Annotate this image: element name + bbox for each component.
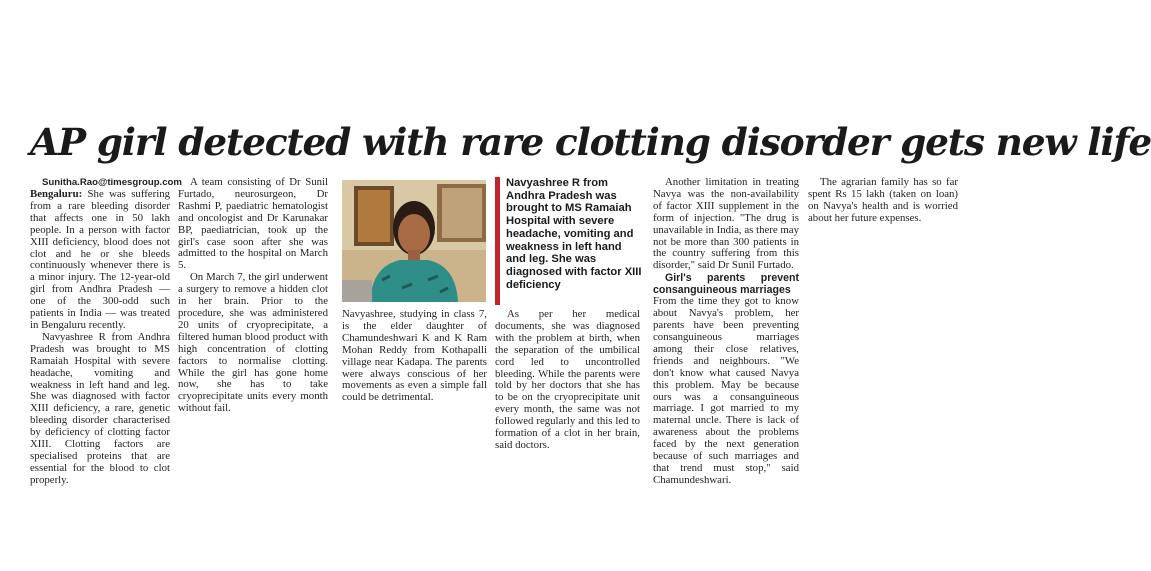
article-column-4 (495, 308, 640, 451)
lead-paragraph (30, 189, 170, 332)
article-column-6 (808, 177, 958, 435)
girl-photo (342, 180, 486, 302)
paragraph: The agrarian family has so far spent Rs 15 lakh (taken on loan) on Navya's health and is worried about her future expenses. (808, 176, 958, 224)
paragraph: Another limitation in treating Navya was the non-availability of factor XIII supplement in the form of injection. "The drug is unavailable in India, as there may not be more than 300 patients in the country suffering from this disorder," said Dr Sunil Furtado. (653, 176, 799, 272)
headline: AP girl detected with rare clotting disorder gets new life (30, 120, 1151, 164)
article-column-5 (653, 176, 799, 486)
paragraph: From the time they got to know about Navya's problem, her parents have been preventing consanguineous marriages among their close relatives, friends and neighbours. "We don't know what caused Navya this problem. May be because ours was a consanguineous marriage. I got married to my maternal uncle. There is lack of awareness about the problems faced by the next generation because of such marriages and that trend must stop," said Chamundeshwari. (653, 295, 799, 486)
paragraph: On March 7, the girl underwent a surgery to remove a hidden clot in her brain. Prior to the procedure, she was administered 20 units of cryoprecipitate, a filtered human blood product with high concentration of clotting factors to normalise clotting. While the girl has gone home now, she has to take cryoprecipitate units every month without fail. (178, 271, 328, 415)
byline: Sunitha.Rao@timesgroup.com (42, 177, 182, 188)
subheading: Girl's parents prevent consanguineous marriages (653, 272, 799, 297)
article-column-3 (342, 309, 487, 435)
dateline: Bengaluru: (30, 188, 83, 200)
paragraph: A team consisting of Dr Sunil Furtado, neurosurgeon, Dr Rashmi P, paediatric hematologist and oncologist and Dr Karunakar BP, paediatrician, took up the girl's case soon after she was admitted to the hospital on March 5. (178, 176, 328, 272)
paragraph: As per her medical documents, she was diagnosed with the problem at birth, when the separation of the umbilical cord led to uncontrolled bleeding. While the parents were told by her doctors that she has to be on the cryoprecipitate unit every month, the same was not followed regularly and this led to formation of a clot in her brain, said doctors. (495, 308, 640, 451)
paragraph: Navyashree, studying in class 7, is the elder daughter of Chamundeshwari K and K Ram Mohan Reddy from Kothapalli village near Kadapa. The parents were always conscious of her movements as even a simple fall could be detrimental. (342, 308, 487, 404)
article-column-2 (178, 177, 328, 435)
pull-quote: Navyashree R from Andhra Pradesh was brought to MS Ramaiah Hospital with severe headache, vomiting and weakness in left hand and leg. She was diagnosed with factor XIII deficiency (495, 177, 644, 305)
article-column-1 (30, 177, 182, 486)
paragraph: Navyashree R from Andhra Pradesh was brought to MS Ramaiah Hospital with severe headache, vomiting and weakness in left hand and leg. She was diagnosed with factor XIII deficiency, a rare, genetic bleeding disorder characterised by deficiency of clotting factor XIII. Clotting factors are specialised proteins that are essential for the blood to clot properly. (30, 330, 170, 486)
lead-text: She was suffering from a rare bleeding disorder that affects one in 50 lakh people. In a person with factor XIII deficiency, blood does not clot and he or she bleeds continuously whenever there is a minor injury. The 12-year-old girl from Andhra Pradesh — one of the 300-odd such patients in India — was treated in Bengaluru recently. (30, 188, 170, 331)
